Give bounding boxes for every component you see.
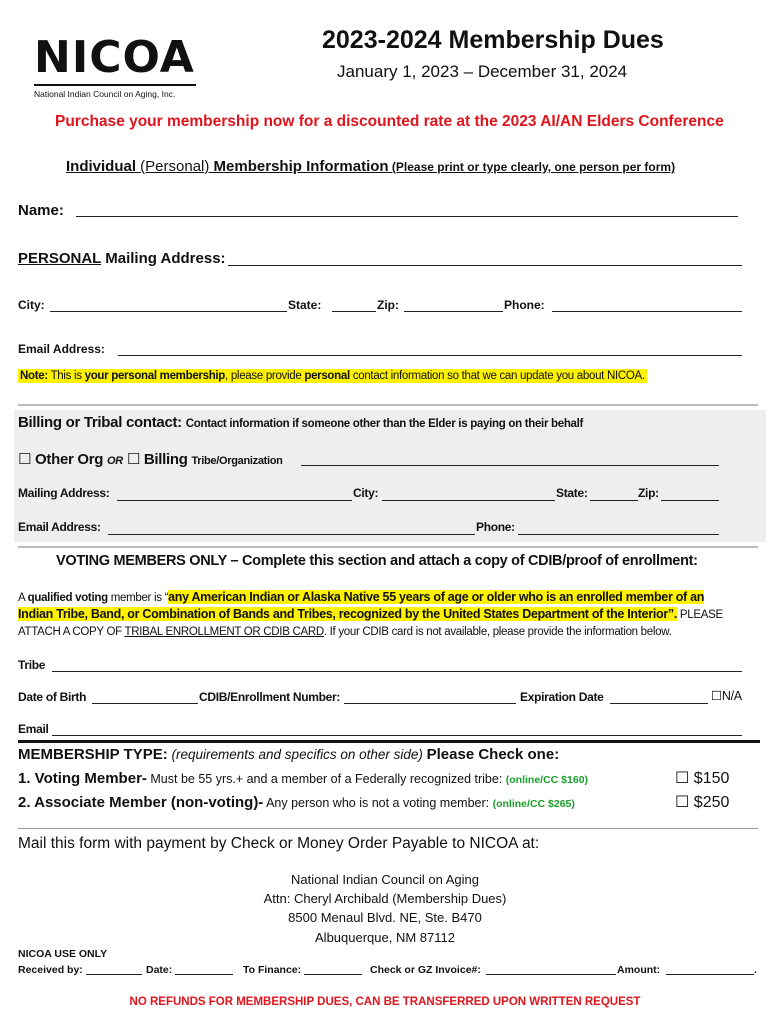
mail-address-1: National Indian Council on Aging — [291, 872, 479, 887]
na-checkbox[interactable]: ☐ — [711, 688, 722, 703]
billing-state-label: State: — [556, 486, 588, 500]
billing-state-field[interactable] — [590, 487, 638, 501]
billing-phone-field[interactable] — [518, 521, 719, 535]
city-field[interactable] — [50, 298, 287, 312]
zip-label: Zip: — [377, 298, 399, 312]
name-row — [18, 202, 64, 219]
email-label: Email Address: — [18, 342, 105, 356]
billing-city-label: City: — [353, 486, 379, 500]
note-label: Note: — [20, 370, 48, 382]
associate-member-price: $250 — [693, 794, 730, 811]
voting-desc-2a: Indian Tribe, Band, or Combination of Bands and Tribes, recognized by the United States Department of the Interior”. — [18, 607, 678, 621]
mail-address-3: 8500 Menaul Blvd. NE, Ste. B470 — [288, 910, 482, 925]
note-text-5: contact information so that we can update you about NICOA. — [349, 370, 645, 382]
na-label: N/A — [721, 689, 742, 703]
mail-address-2: Attn: Cheryl Archibald (Membership Dues) — [263, 891, 507, 906]
billing-heading-note: Contact information if someone other than the Elder is paying on their behalf — [185, 418, 584, 430]
tribe-org-label: Tribe/Organization — [191, 455, 283, 467]
voting-desc-2b: PLEASE — [677, 609, 723, 621]
finance-field[interactable] — [304, 963, 362, 975]
tribe-org-field[interactable] — [301, 452, 719, 466]
voting-email-label: Email — [18, 722, 49, 736]
membership-heading — [18, 746, 559, 763]
voting-desc-1a: A — [18, 592, 28, 604]
billing-city-field[interactable] — [382, 487, 555, 501]
mail-address-4: Albuquerque, NM 87112 — [315, 930, 455, 945]
individual-heading-note: (Please print or type clearly, one person per form) — [388, 160, 676, 174]
other-org-checkbox[interactable]: ☐ — [18, 450, 32, 468]
city-label: City: — [18, 298, 45, 312]
billing-email-label: Email Address: — [18, 520, 101, 534]
billing-mailing-label: Mailing Address: — [18, 486, 110, 500]
note-text-1: This is — [47, 370, 85, 382]
zip-field[interactable] — [404, 298, 503, 312]
voting-heading: VOTING MEMBERS ONLY – Complete this section and attach a copy of CDIB/proof of enrollment: — [56, 553, 698, 569]
voting-desc-line-2 — [18, 607, 723, 621]
associate-member-desc: Any person who is not a voting member: — [263, 796, 493, 810]
voting-desc-1c: member is “ — [107, 592, 169, 604]
name-label: Name: — [18, 202, 64, 219]
nicoa-logo — [34, 32, 200, 99]
note-text-4: personal — [304, 370, 350, 382]
invoice-label: Check or GZ Invoice#: — [370, 964, 481, 976]
logo-tagline: National Indian Council on Aging, Inc. — [34, 89, 176, 99]
billing-heading — [18, 414, 583, 431]
voting-member-price-row — [675, 768, 729, 788]
voting-desc-3c: . If your CDIB card is not available, please provide the information below. — [323, 626, 672, 638]
expiration-label: Expiration Date — [520, 690, 604, 704]
voting-member-option — [18, 770, 588, 787]
billing-checkbox[interactable]: ☐ — [126, 450, 140, 468]
phone-field[interactable] — [552, 298, 742, 312]
received-field[interactable] — [86, 963, 142, 975]
amount-label: Amount: — [617, 964, 661, 976]
membership-heading-note: (requirements and specifics on other side) — [167, 747, 427, 762]
received-label: Received by: — [18, 964, 83, 976]
billing-phone-label: Phone: — [476, 520, 515, 534]
logo-rule — [34, 84, 196, 86]
billing-email-field[interactable] — [108, 521, 475, 535]
personal-address-label-u: PERSONAL — [18, 250, 102, 267]
billing-option-label: Billing — [139, 451, 192, 468]
state-label: State: — [288, 298, 322, 312]
associate-member-checkbox[interactable]: ☐ — [675, 792, 690, 811]
voting-member-title: 1. Voting Member- — [18, 770, 147, 787]
office-date-label: Date: — [146, 964, 173, 976]
voting-desc-1b: qualified voting — [27, 592, 108, 604]
mail-intro: Mail this form with payment by Check or Money Order Payable to NICOA at: — [18, 835, 540, 852]
membership-dates: January 1, 2023 – December 31, 2024 — [337, 62, 628, 81]
billing-type-row — [18, 450, 283, 468]
billing-divider — [18, 404, 758, 406]
mail-divider — [18, 828, 758, 829]
individual-heading — [66, 158, 675, 175]
promo-banner: Purchase your membership now for a discounted rate at the 2023 AI/AN Elders Conference — [55, 113, 724, 130]
expiration-field[interactable] — [610, 690, 708, 704]
voting-member-checkbox[interactable]: ☐ — [675, 768, 690, 787]
cdib-field[interactable] — [344, 690, 516, 704]
individual-heading-1: Individual — [66, 158, 137, 175]
membership-heading-title: MEMBERSHIP TYPE: — [18, 746, 168, 763]
voting-desc-3b: TRIBAL ENROLLMENT OR CDIB CARD — [124, 626, 324, 638]
voting-desc-line-3 — [18, 626, 671, 638]
voting-divider — [18, 546, 758, 548]
phone-label: Phone: — [504, 298, 545, 312]
dob-label: Date of Birth — [18, 690, 87, 704]
membership-divider — [18, 740, 760, 743]
billing-zip-label: Zip: — [638, 486, 659, 500]
cdib-label: CDIB/Enrollment Number: — [199, 690, 341, 704]
dob-field[interactable] — [92, 690, 198, 704]
individual-heading-2: (Personal) — [136, 158, 214, 175]
voting-member-desc: Must be 55 yrs.+ and a member of a Federally recognized tribe: — [146, 772, 506, 786]
page-title: 2023-2024 Membership Dues — [322, 26, 664, 54]
billing-zip-field[interactable] — [661, 487, 719, 501]
voting-member-online-price: (online/CC $160) — [505, 774, 589, 786]
voting-desc-3a: ATTACH A COPY OF — [18, 626, 125, 638]
footer-refund-notice: NO REFUNDS FOR MEMBERSHIP DUES, CAN BE TRANSFERRED UPON WRITTEN REQUEST — [129, 996, 641, 1008]
membership-heading-cta: Please Check one: — [426, 746, 560, 763]
or-label: OR — [107, 455, 123, 467]
state-field[interactable] — [332, 298, 376, 312]
personal-address-label-rest: Mailing Address: — [101, 250, 226, 267]
invoice-field[interactable] — [486, 963, 616, 975]
associate-member-title: 2. Associate Member (non-voting)- — [18, 794, 264, 811]
individual-heading-3: Membership Information — [213, 158, 389, 175]
office-date-field[interactable] — [175, 963, 233, 975]
logo-mark: NICOA — [34, 32, 195, 83]
associate-member-online-price: (online/CC $265) — [492, 798, 575, 810]
voting-member-price: $150 — [693, 770, 730, 787]
billing-heading-title: Billing or Tribal contact: — [18, 414, 186, 431]
voting-email-field[interactable] — [52, 722, 742, 736]
office-use-heading: NICOA USE ONLY — [18, 948, 108, 960]
voting-desc-line-1 — [18, 590, 704, 604]
tribe-field[interactable] — [52, 658, 742, 672]
amount-trailing: . — [754, 964, 757, 976]
billing-mailing-field[interactable] — [117, 487, 352, 501]
note-text-2: your personal membership — [84, 370, 226, 382]
na-option — [711, 688, 742, 703]
other-org-label: Other Org — [31, 451, 108, 468]
name-field[interactable] — [76, 203, 738, 217]
amount-field[interactable] — [666, 963, 754, 975]
associate-member-price-row — [675, 792, 729, 812]
voting-desc-1d: any American Indian or Alaska Native 55 years of age or older who is an enrolled member of an — [168, 590, 705, 604]
personal-note — [18, 369, 647, 383]
tribe-label: Tribe — [18, 658, 46, 672]
personal-address-label — [18, 250, 226, 267]
finance-label: To Finance: — [243, 964, 302, 976]
email-field[interactable] — [118, 342, 742, 356]
associate-member-option — [18, 794, 575, 811]
note-text-3: , please provide — [225, 370, 305, 382]
personal-address-field[interactable] — [228, 252, 742, 266]
